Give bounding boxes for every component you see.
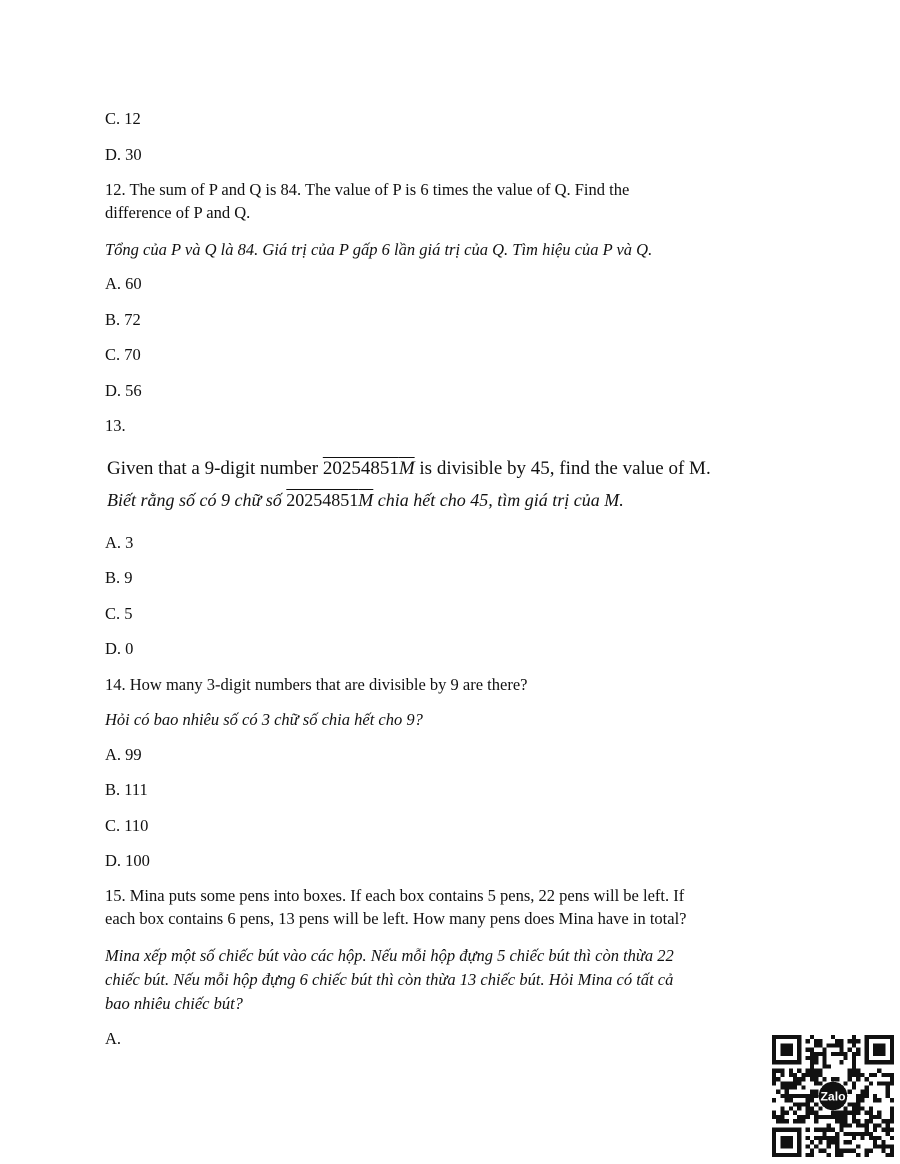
q12-question-line2: difference of P and Q. (105, 203, 251, 222)
q14-question-en: 14. How many 3-digit numbers that are divisible by 9 are there? (105, 675, 528, 694)
q13-vi-number-overlined (286, 490, 373, 510)
q13-option-a: A. 3 (105, 533, 134, 552)
q13-en-post: is divisible by 45, find the value of M. (414, 458, 711, 479)
q14-option-c: C. 110 (105, 816, 149, 835)
q15-option-a: A. (105, 1029, 122, 1048)
q13-vi-digits: 20254851 (286, 490, 359, 510)
q14-option-b: B. 111 (105, 780, 148, 799)
q13-en-pre: Given that a 9-digit number (107, 458, 323, 479)
q13-option-c: C. 5 (105, 604, 133, 623)
q14-option-a: A. 99 (105, 745, 142, 764)
q13-number-overlined (323, 458, 415, 479)
zalo-qr-code (772, 1035, 894, 1157)
q13-number: 13. (105, 416, 126, 435)
q13-vi-pre: Biết rằng số có 9 chữ số (107, 490, 287, 510)
q15-question-vi-line2: chiếc bút. Nếu mỗi hộp đựng 6 chiếc bút thì còn thừa 13 chiếc bút. Hỏi Mina có tất cả (105, 970, 674, 989)
q13-question-en (107, 458, 711, 480)
q13-option-b: B. 9 (105, 568, 133, 587)
q12-question-line1: 12. The sum of P and Q is 84. The value of P is 6 times the value of Q. Find the (105, 180, 630, 199)
q12-option-a: A. 60 (105, 274, 142, 293)
q15-question-line2: each box contains 6 pens, 13 pens will be left. How many pens does Mina have in total? (105, 909, 687, 928)
q12-option-c: C. 70 (105, 345, 141, 364)
q13-option-d: D. 0 (105, 639, 134, 658)
q13-vi-post: chia hết cho 45, tìm giá trị của M. (373, 490, 624, 510)
q13-vi-var: M (358, 490, 374, 510)
q15-question-vi-line1: Mina xếp một số chiếc bút vào các hộp. Nếu mỗi hộp đựng 5 chiếc bút thì còn thừa 22 (105, 946, 674, 965)
q13-en-digits: 20254851 (322, 458, 399, 479)
q11-option-d: D. 30 (105, 145, 142, 164)
q13-question-vi (107, 489, 624, 511)
q14-option-d: D. 100 (105, 851, 150, 870)
q11-option-c: C. 12 (105, 109, 141, 128)
q15-question-vi-line3: bao nhiêu chiếc bút? (105, 994, 243, 1013)
q14-question-vi: Hỏi có bao nhiêu số có 3 chữ số chia hết cho 9? (105, 710, 423, 729)
q12-question-vi: Tổng của P và Q là 84. Giá trị của P gấp 6 lần giá trị của Q. Tìm hiệu của P và Q. (105, 240, 653, 259)
q13-en-var: M (398, 458, 415, 479)
q12-option-d: D. 56 (105, 381, 142, 400)
zalo-logo-text: Zalo (820, 1089, 846, 1104)
q12-option-b: B. 72 (105, 310, 141, 329)
q15-question-line1: 15. Mina puts some pens into boxes. If each box contains 5 pens, 22 pens will be left. If (105, 886, 685, 905)
